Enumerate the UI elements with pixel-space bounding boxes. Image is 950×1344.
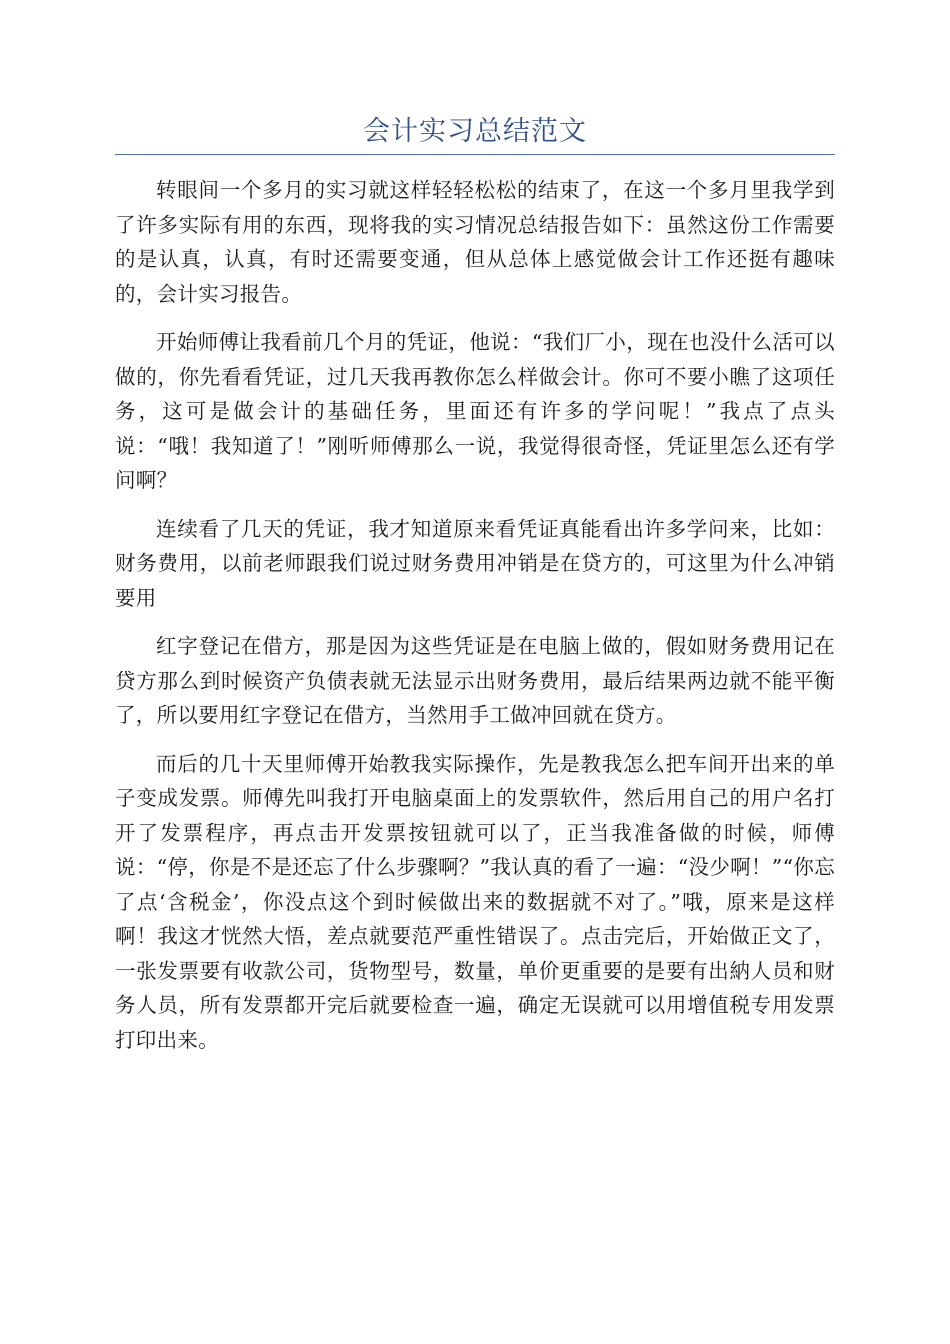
- paragraph-1: 转眼间一个多月的实习就这样轻轻松松的结束了，在这一个多月里我学到了许多实际有用的东西，现将我的实习情况总结报告如下：虽然这份工作需要的是认真，认真，有时还需要变通，但从总体上感觉做会计工作还挺有趣味的，会计实习报告。: [115, 178, 835, 306]
- document-page: [115, 112, 835, 1071]
- paragraph-5: 而后的几十天里师傅开始教我实际操作，先是教我怎么把车间开出来的单子变成发票。师傅先叫我打开电脑桌面上的发票软件，然后用自己的用户名打开了发票程序，再点击开发票按钮就可以了，正当我准备做的时候，师傅说：“停，你是不是还忘了什么步骤啊？”我认真的看了一遍：“没少啊！”“你忘了点‘含税金’，你没点这个到时候做出来的数据就不对了。”哦，原来是这样啊！我这才恍然大悟，差点就要范严重性错误了。点击完后，开始做正文了，一张发票要有收款公司，货物型号，数量，单价更重要的是要有出納人员和财务人员，所有发票都开完后就要检查一遍，确定无误就可以用增值税专用发票打印出来。: [115, 751, 835, 1052]
- paragraph-2: 开始师傅让我看前几个月的凭证，他说：“我们厂小，现在也没什么活可以做的，你先看看凭证，过几天我再教你怎么样做会计。你可不要小瞧了这项任务，这可是做会计的基础任务，里面还有许多的学问呢！”我点了点头说：“哦！我知道了！”刚听师傅那么一说，我觉得很奇怪，凭证里怎么还有学问啊？: [115, 330, 835, 492]
- paragraph-3: 连续看了几天的凭证，我才知道原来看凭证真能看出许多学问来，比如：财务费用，以前老师跟我们说过财务费用冲销是在贷方的，可这里为什么冲销要用: [115, 516, 835, 610]
- paragraph-4: 红字登记在借方，那是因为这些凭证是在电脑上做的，假如财务费用记在贷方那么到时候资产负债表就无法显示出财务费用，最后结果两边就不能平衡了，所以要用红字登记在借方，当然用手工做冲回就在贷方。: [115, 634, 835, 727]
- document-title: 会计实习总结范文: [363, 116, 587, 147]
- title-underline: [115, 154, 835, 155]
